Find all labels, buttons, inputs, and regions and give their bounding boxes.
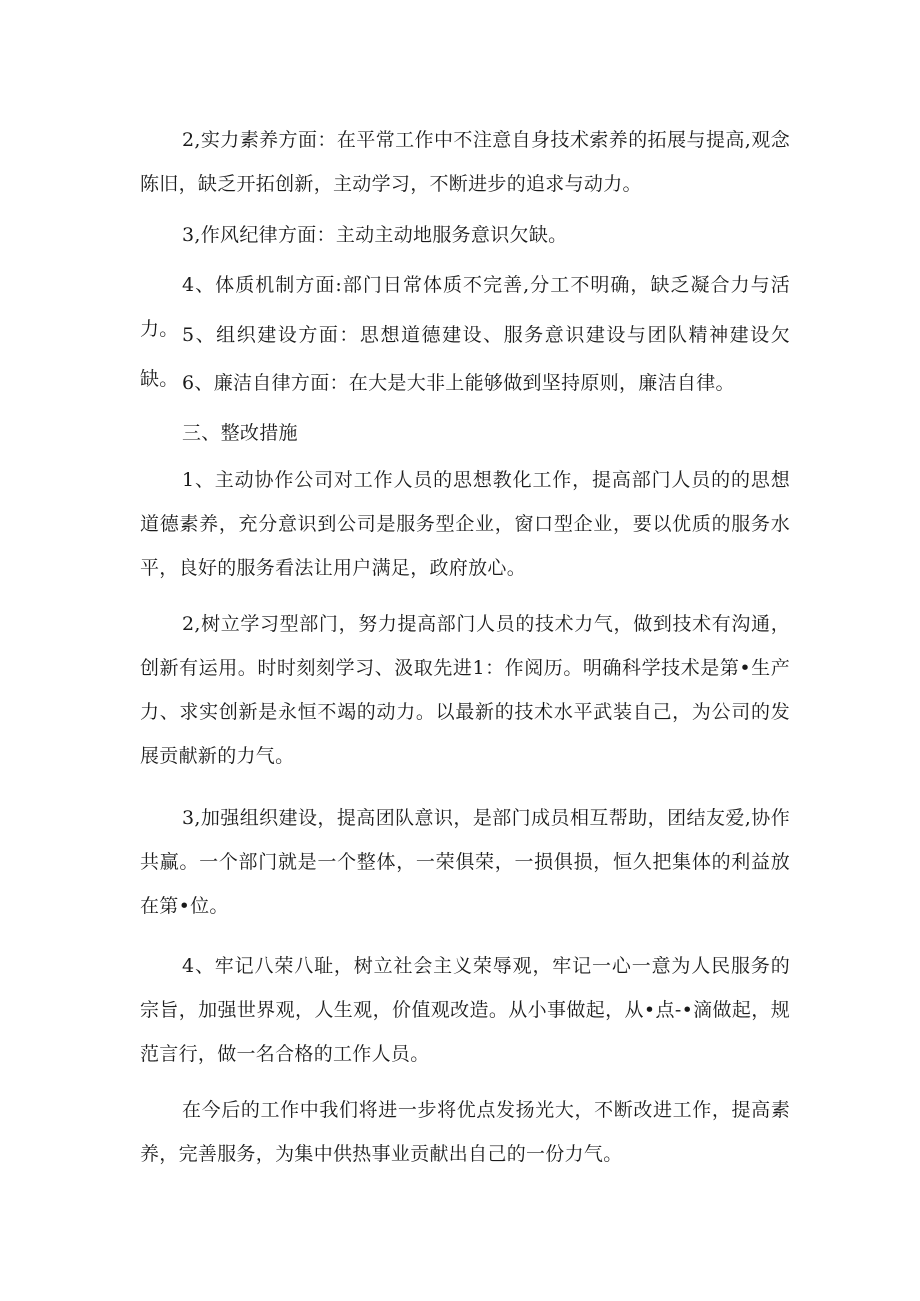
paragraph-measure-2: 2,树立学习型部门，努力提高部门人员的技术力气，做到技术有沟通，创新有运用。时时刻刻学习、汲取先进1：作阅历。明确科学技术是第•生产力、求实创新是永恒不竭的动力。以最新的技术水平武装自己，为公司的发展贡献新的力气。 bbox=[140, 613, 790, 767]
paragraph-organization: 5、组织建设方面：思想道德建设、服务意识建设与团队精神建设欠缺。 bbox=[140, 324, 790, 390]
paragraph-measure-1: 1、主动协作公司对工作人员的思想教化工作，提高部门人员的的思想道德素养，充分意识到公司是服务型企业，窗口型企业，要以优质的服务水平，良好的服务看法让用户满足，政府放心。 bbox=[140, 469, 790, 579]
paragraph-measure-3: 3,加强组织建设，提高团队意识，是部门成员相互帮助，团结友爱,协作共赢。一个部门就是一个整体，一荣俱荣，一损俱损，恒久把集体的利益放在第•位。 bbox=[140, 807, 790, 917]
paragraph-discipline: 3,作风纪律方面：主动主动地服务意识欠缺。 bbox=[182, 224, 568, 246]
paragraph-integrity: 6、廉洁自律方面：在大是大非上能够做到坚持原则，廉洁自律。 bbox=[182, 372, 735, 394]
paragraph-ability: 2,实力素养方面：在平常工作中不注意自身技术索养的拓展与提高,观念陈旧，缺乏开拓创新，主动学习，不断进步的追求与动力。 bbox=[140, 129, 790, 195]
paragraph-mechanism: 4、体质机制方面:部门日常体质不完善,分工不明确，缺乏凝合力与活力。 bbox=[140, 274, 790, 340]
paragraph-measure-4: 4、牢记八荣八耻，树立社会主义荣辱观，牢记一心一意为人民服务的宗旨，加强世界观，人生观，价值观改造。从小事做起，从•点-•滴做起，规范言行，做一名合格的工作人员。 bbox=[140, 955, 790, 1065]
paragraph-conclusion: 在今后的工作中我们将进一步将优点发扬光大，不断改进工作，提高素养，完善服务，为集中供热事业贡献出自己的一份力气。 bbox=[140, 1099, 790, 1165]
section-heading-measures: 三、整改措施 bbox=[182, 422, 298, 444]
